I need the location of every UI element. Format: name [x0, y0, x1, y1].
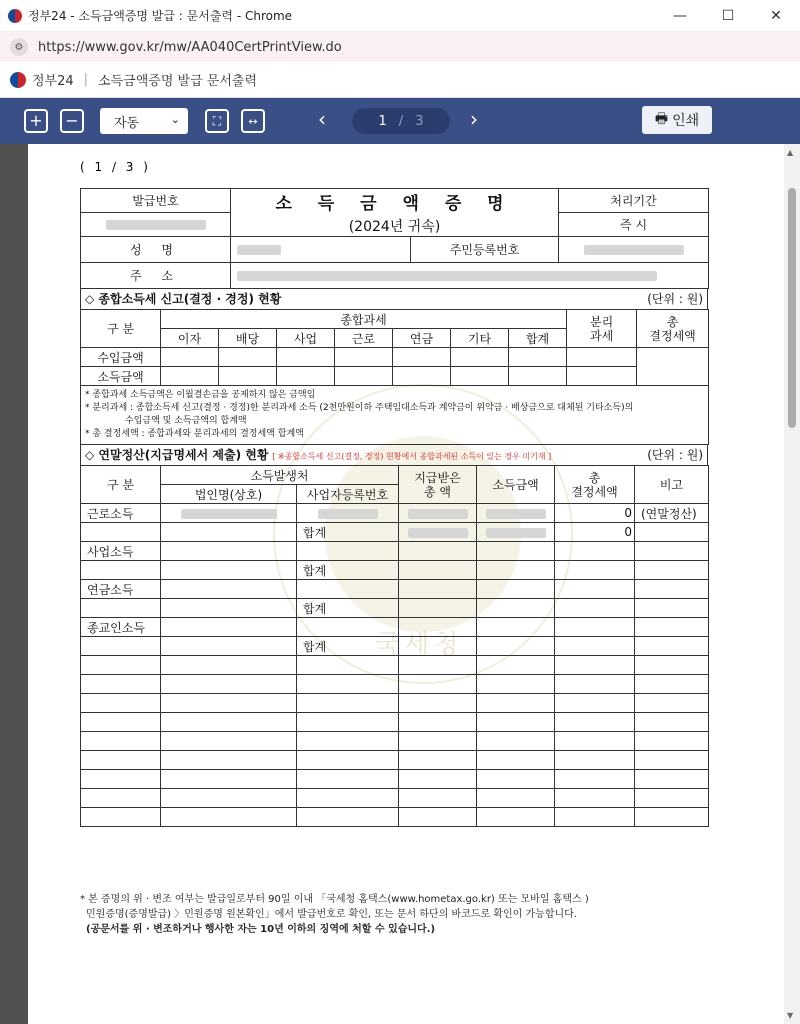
footer-notice — [80, 892, 680, 937]
sec2-total-tax-label: 총 결정세액 — [555, 466, 635, 504]
year-end-table — [80, 465, 709, 827]
doc-year: (2024년 귀속) — [348, 219, 441, 235]
minimize-button[interactable]: — — [673, 8, 687, 24]
footer-line1: * 본 증명의 위 · 변조 여부는 발급일로부터 90일 이내 「국세청 홈택스(www.hometax.go.kr) 또는 모바일 홈택스 ) — [80, 894, 589, 905]
scroll-down-icon[interactable]: ▼ — [787, 1011, 794, 1020]
doc-title: 소 득 금 액 증 명 — [275, 194, 514, 214]
pension-label: 연금소득 — [81, 580, 161, 599]
sec1-header — [80, 289, 708, 309]
maximize-button[interactable]: ☐ — [721, 8, 735, 24]
issue-no-label: 발급번호 — [81, 189, 231, 213]
labor-tax: 0 — [555, 504, 635, 523]
col-labor: 근로 — [335, 329, 393, 348]
sec2-title: ◇ 연말정산(지급명세서 제출) 현황 — [85, 448, 269, 462]
address-value — [231, 263, 709, 289]
print-button[interactable] — [642, 106, 712, 134]
address-bar[interactable] — [0, 32, 800, 62]
name-label: 성 명 — [81, 237, 231, 263]
window-title: 정부24 - 소득금액증명 발급 : 문서출력 - Chrome — [28, 9, 293, 23]
printer-icon: 🖶 — [654, 111, 669, 127]
page-indicator[interactable] — [352, 108, 450, 134]
fit-page-icon[interactable]: ⛶ — [205, 109, 229, 133]
zoom-value: 자동 — [114, 115, 140, 131]
col-interest: 이자 — [161, 329, 219, 348]
name-value — [231, 237, 411, 263]
header-separator: | — [83, 72, 89, 87]
col-pension: 연금 — [393, 329, 451, 348]
close-button[interactable]: ✕ — [770, 8, 782, 24]
app-header — [0, 62, 800, 98]
next-page-icon[interactable]: › — [470, 107, 478, 131]
total-pages: 3 — [415, 113, 424, 129]
zoom-select[interactable] — [100, 108, 188, 134]
sep-tax-label: 분리 과세 — [567, 310, 637, 348]
col-other: 기타 — [451, 329, 509, 348]
prev-page-icon[interactable]: ‹ — [318, 107, 326, 131]
site-settings-icon[interactable]: ⚙ — [10, 38, 28, 56]
app-subtitle: 소득금액증명 발급 문서출력 — [98, 74, 258, 89]
total-tax-label: 총 결정세액 — [637, 310, 709, 348]
col-sum: 합계 — [509, 329, 567, 348]
religious-label: 종교인소득 — [81, 618, 161, 637]
seal-text: 국세청 — [375, 630, 463, 660]
sec2-gubun: 구 분 — [81, 466, 161, 504]
sec2-note: [ ※종합소득세 신고(결정, 경정) 현황에서 종합과세된 소득이 있는 경우 미기재 ] — [272, 452, 552, 461]
row-earn: 소득금액 — [81, 367, 161, 386]
window-titlebar — [0, 0, 800, 32]
corp-name-label: 법인명(상호) — [161, 485, 297, 504]
document-viewer[interactable] — [0, 144, 800, 1024]
biz-sum-label: 합계 — [297, 561, 399, 580]
rrn-label: 주민등록번호 — [411, 237, 559, 263]
document-page — [28, 144, 784, 1024]
labor-sum-label: 합계 — [297, 523, 399, 542]
chevron-down-icon: ⌄ — [170, 113, 180, 126]
page-label: ( 1 / 3 ) — [80, 160, 151, 174]
remark-label: 비고 — [635, 466, 709, 504]
sec1-gubun: 구 분 — [81, 310, 161, 348]
scroll-up-icon[interactable]: ▲ — [787, 148, 794, 157]
sec1-title: ◇ 종합소득세 신고(결정 · 경정) 현황 — [85, 292, 282, 306]
zoom-in-button[interactable]: + — [24, 109, 48, 133]
header-table — [80, 188, 709, 289]
certificate-form — [80, 188, 708, 827]
fit-width-icon[interactable]: ↔ — [241, 109, 265, 133]
gov24-logo-icon — [8, 9, 22, 23]
income-amt-label: 소득금액 — [477, 466, 555, 504]
footer-line3: (공문서를 위 · 변조하거나 행사한 자는 10년 이하의 징역에 처할 수 있습니다.) — [86, 924, 436, 935]
biz-no-label: 사업자등록번호 — [297, 485, 399, 504]
current-page[interactable]: 1 — [378, 113, 387, 129]
gov24-emblem-icon — [10, 72, 26, 88]
sec2-header — [80, 445, 708, 465]
labor-remark: (연말정산) — [635, 504, 709, 523]
col-dividend: 배당 — [219, 329, 277, 348]
address-label: 주 소 — [81, 263, 231, 289]
url-text[interactable]: https://www.gov.kr/mw/AA040CertPrintView.do — [38, 39, 342, 55]
print-label: 인쇄 — [672, 113, 700, 129]
sec1-unit: (단위 : 원) — [647, 292, 703, 306]
comp-tax-label: 종합과세 — [161, 310, 567, 329]
rrn-value — [559, 237, 709, 263]
scrollbar-thumb[interactable] — [788, 188, 796, 428]
labor-label: 근로소득 — [81, 504, 161, 523]
paid-total-label: 지급받은 총 액 — [399, 466, 477, 504]
vertical-scrollbar[interactable] — [784, 144, 800, 1024]
payer-label: 소득발생처 — [161, 466, 399, 485]
pension-sum-label: 합계 — [297, 599, 399, 618]
issue-no-value — [81, 213, 231, 237]
title-cell — [231, 189, 559, 237]
page-separator: / — [398, 113, 404, 129]
app-brand: 정부24 — [32, 74, 74, 89]
biz-label: 사업소득 — [81, 542, 161, 561]
comprehensive-tax-table — [80, 309, 709, 445]
period-label: 처리기간 — [559, 189, 709, 213]
sec1-notes: * 종합과세 소득금액은 이월결손금을 공제하지 않은 금액임 * 분리과세 : 종합소득세 신고(결정 · 경정)한 분리과세 소득 (2천만원이하 주택임대소득과 계약금이 위약금 · 배상금으로 대체된 기타소득)의 수입금액 및 소득금액의 합계액 * 총 결정세액 : 종합과세와 분리과세의 결정세액 합계액 — [81, 386, 709, 445]
labor-sum-tax: 0 — [555, 523, 635, 542]
religious-sum-label: 합계 — [297, 637, 399, 656]
period-value: 즉 시 — [559, 213, 709, 237]
sec2-unit: (단위 : 원) — [647, 448, 703, 462]
row-income: 수입금액 — [81, 348, 161, 367]
col-business: 사업 — [277, 329, 335, 348]
zoom-out-button[interactable]: − — [60, 109, 84, 133]
footer-line2: 민원증명(증명발급) 〉민원증명 원본확인」에서 발급번호로 확인, 또는 문서 하단의 바코드로 확인이 가능합니다. — [86, 909, 577, 920]
